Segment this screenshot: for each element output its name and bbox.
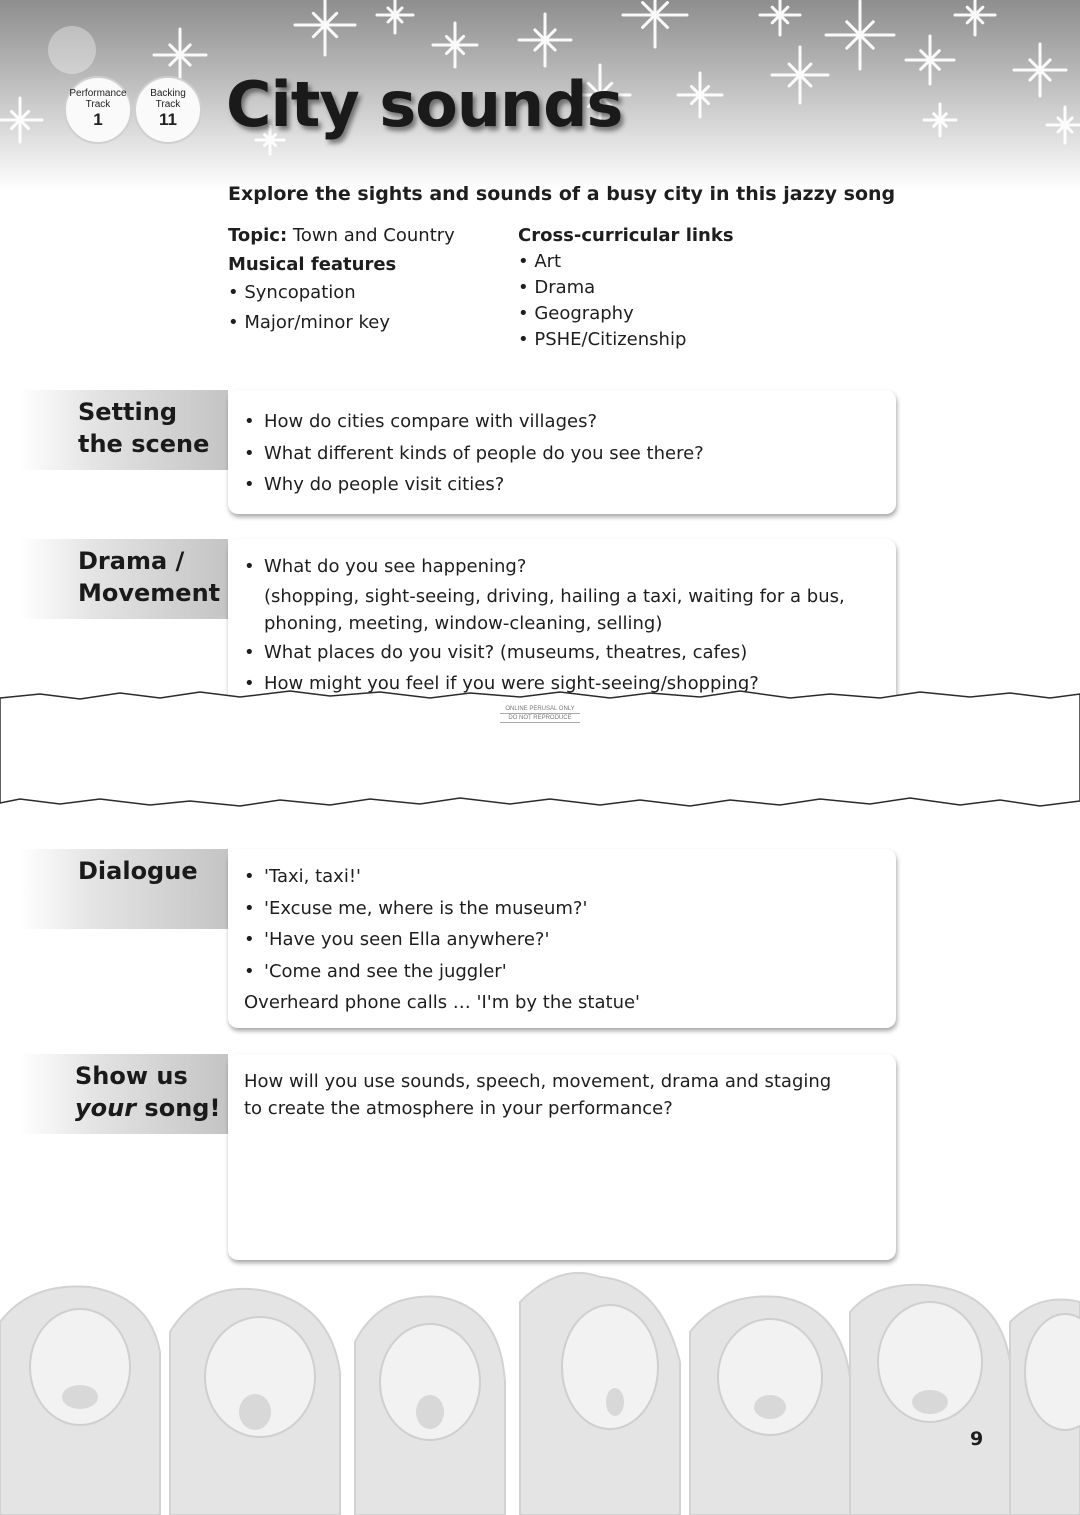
list-item: • What different kinds of people do you see there? bbox=[244, 438, 880, 470]
setting-the-scene-box bbox=[228, 390, 896, 514]
topic-line bbox=[228, 223, 455, 249]
watermark-line: DO NOT REPRODUCE bbox=[500, 714, 580, 723]
list-item: • 'Have you seen Ella anywhere?' bbox=[244, 924, 880, 956]
badge-label: Backing bbox=[150, 88, 186, 99]
section-label-line: Setting bbox=[78, 398, 177, 426]
watermark-line: ONLINE PERUSAL ONLY bbox=[500, 705, 580, 714]
dialogue-box bbox=[228, 849, 896, 1028]
list-item: • Drama bbox=[518, 275, 734, 301]
cross-curricular-list bbox=[518, 249, 734, 353]
section-label-line: Drama / bbox=[78, 547, 185, 575]
prompt-text: How will you use sounds, speech, movement, drama and staging bbox=[244, 1071, 832, 1092]
singing-children-illustration bbox=[0, 1262, 1080, 1515]
list-item: • Syncopation bbox=[228, 280, 455, 306]
performance-track-badge bbox=[64, 76, 132, 144]
badge-label: Track bbox=[155, 99, 181, 110]
list-item-detail: phoning, meeting, window-cleaning, selling) bbox=[264, 612, 663, 634]
badge-label: Performance bbox=[69, 88, 127, 99]
section-label-line: the scene bbox=[78, 430, 210, 458]
dialogue-note: Overheard phone calls … 'I'm by the statue' bbox=[244, 992, 640, 1013]
list-item: • Major/minor key bbox=[228, 310, 455, 336]
show-us-your-song-label bbox=[20, 1054, 228, 1134]
drama-movement-label bbox=[20, 539, 228, 619]
prompt-text: to create the atmosphere in your performance? bbox=[244, 1098, 673, 1119]
list-item: • How might you feel if you were sight-seeing/shopping? bbox=[244, 668, 880, 700]
list-item: • Why do people visit cities? bbox=[244, 469, 880, 501]
badge-number: 1 bbox=[93, 110, 103, 129]
section-label-emphasis: your bbox=[75, 1094, 137, 1122]
list-item: • What places do you visit? (museums, theatres, cafes) bbox=[244, 637, 880, 669]
section-label-line: Dialogue bbox=[78, 857, 198, 885]
section-label-line: Movement bbox=[78, 579, 221, 607]
topic-label: Topic: bbox=[228, 225, 288, 246]
list-item: • 'Excuse me, where is the museum?' bbox=[244, 893, 880, 925]
list-item: • What do you see happening? bbox=[244, 551, 880, 583]
musical-features-heading: Musical features bbox=[228, 254, 397, 275]
topic-value: Town and Country bbox=[292, 225, 455, 246]
musical-features-list bbox=[228, 280, 455, 336]
badge-label: Track bbox=[85, 99, 111, 110]
dialogue-label bbox=[20, 849, 228, 929]
backing-track-badge bbox=[134, 76, 202, 144]
list-item: • 'Taxi, taxi!' bbox=[244, 861, 880, 893]
section-label-line: song! bbox=[136, 1094, 221, 1122]
page-title: City sounds bbox=[226, 68, 623, 141]
list-item: • Geography bbox=[518, 301, 734, 327]
song-subtitle: Explore the sights and sounds of a busy city in this jazzy song bbox=[228, 183, 896, 205]
page-number: 9 bbox=[970, 1428, 984, 1450]
badge-number: 11 bbox=[159, 110, 177, 129]
setting-the-scene-label bbox=[20, 390, 228, 470]
cross-curricular-links bbox=[518, 223, 734, 353]
list-item: • Art bbox=[518, 249, 734, 275]
section-label-line: Show us bbox=[75, 1062, 188, 1090]
list-item-detail: (shopping, sight-seeing, driving, hailing a taxi, waiting for a bus, bbox=[264, 585, 845, 607]
watermark bbox=[500, 705, 580, 723]
list-item: • 'Come and see the juggler' bbox=[244, 956, 880, 988]
show-us-your-song-box bbox=[228, 1054, 896, 1260]
cross-curricular-heading: Cross-curricular links bbox=[518, 225, 734, 246]
topic-and-features bbox=[228, 223, 455, 336]
list-item: • How do cities compare with villages? bbox=[244, 406, 880, 438]
list-item: • PSHE/Citizenship bbox=[518, 327, 734, 353]
